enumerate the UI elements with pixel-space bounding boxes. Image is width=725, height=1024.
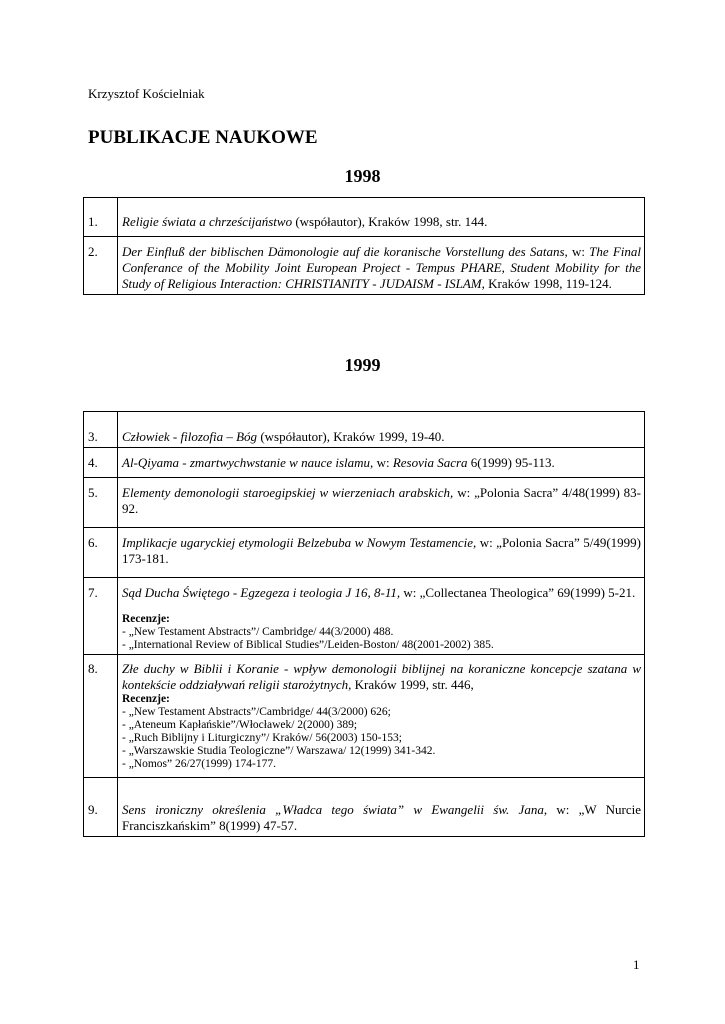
table-row	[84, 778, 645, 837]
review-item: - „Ateneum Kapłańskie”/Włocławek/ 2(2000) 389;	[122, 719, 358, 731]
entry-text	[118, 528, 645, 578]
entry-main	[122, 661, 641, 693]
entry-details: w: „Polonia Sacra” 4/48(1999) 83-92.	[122, 485, 641, 516]
entry-number: 3.	[84, 412, 118, 448]
review-item: - „International Review of Biblical Studies”/Leiden-Boston/ 48(2001-2002) 385.	[122, 639, 494, 651]
entry-connector: w:	[373, 455, 393, 470]
review-item: - „New Testament Abstracts”/Cambridge/ 44(3/2000) 626;	[122, 706, 391, 718]
entry-number: 2.	[84, 237, 118, 295]
entry-number: 8.	[84, 655, 118, 778]
entry-number: 7.	[84, 578, 118, 655]
entry-text	[118, 478, 645, 528]
entry-main	[122, 585, 641, 601]
year-heading-1999: 1999	[344, 355, 381, 375]
entry-number: 1.	[84, 198, 118, 237]
entry-text	[118, 778, 645, 837]
entry-text	[118, 578, 645, 655]
entry-title: Złe duchy w Biblii i Koranie - wpływ demonologii biblijnej na koraniczne koncepcje szatana w kontekście oddziaływań religii starożytnych,	[122, 661, 641, 692]
table-row	[84, 412, 645, 448]
entry-number: 6.	[84, 528, 118, 578]
publications-table-1999	[83, 411, 645, 837]
entry-connector: w:	[567, 244, 590, 259]
entry-details: 6(1999) 95-113.	[467, 455, 555, 470]
entry-title: Implikacje ugaryckiej etymologii Belzebuba w Nowym Testamencie,	[122, 535, 477, 550]
page-number: 1	[633, 957, 640, 972]
entry-text	[118, 448, 645, 478]
reviews-label: Recenzje:	[122, 613, 170, 625]
entry-details: Kraków 1998, 119-124.	[484, 276, 612, 291]
table-row	[84, 655, 645, 778]
entry-text	[118, 655, 645, 778]
review-item: - „Warszawskie Studia Teologiczne”/ Warszawa/ 12(1999) 341-342.	[122, 745, 436, 757]
table-row	[84, 478, 645, 528]
entry-title: Der Einfluß der biblischen Dämonologie auf die koranische Vorstellung des Satans,	[122, 244, 568, 259]
year-heading-1998: 1998	[344, 166, 381, 186]
author-name: Krzysztof Kościelniak	[88, 86, 205, 101]
entry-title: Sąd Ducha Świętego - Egzegeza i teologia J 16, 8-11,	[122, 585, 401, 600]
table-row	[84, 578, 645, 655]
entry-details: , w: „W Nurcie Franciszkańskim” 8(1999) 47-57.	[122, 802, 641, 833]
entry-text	[118, 237, 645, 295]
entry-details: Kraków 1999, str. 446,	[351, 677, 474, 692]
entry-title: Elementy demonologii staroegipskiej w wierzeniach arabskich,	[122, 485, 454, 500]
entry-title: Religie świata a chrześcijaństwo	[122, 214, 293, 229]
entry-text	[118, 198, 645, 237]
review-item: - „Ruch Biblijny i Liturgiczny”/ Kraków/ 56(2003) 150-153;	[122, 732, 402, 744]
entry-text	[118, 412, 645, 448]
reviews-label: Recenzje:	[122, 693, 170, 705]
table-row	[84, 237, 645, 295]
entry-number: 5.	[84, 478, 118, 528]
review-item: - „New Testament Abstracts”/ Cambridge/ 44(3/2000) 488.	[122, 626, 394, 638]
publications-table-1998	[83, 197, 645, 295]
table-row	[84, 198, 645, 237]
entry-title: Al-Qiyama - zmartwychwstanie w nauce islamu,	[122, 455, 374, 470]
entry-number: 4.	[84, 448, 118, 478]
entry-title: Człowiek - filozofia – Bóg	[122, 429, 258, 444]
entry-details: (współautor), Kraków 1999, 19-40.	[257, 429, 445, 444]
review-item: - „Nomos” 26/27(1999) 174-177.	[122, 758, 276, 770]
entry-source: The Final Conferance of the Mobility Joint European Project - Tempus PHARE, Student Mobility for the Study of Religious Interaction: CHRISTIANITY - JUDAISM - ISLAM,	[122, 244, 641, 291]
table-row	[84, 528, 645, 578]
entry-number: 9.	[84, 778, 118, 837]
page-title: PUBLIKACJE NAUKOWE	[88, 127, 318, 148]
table-row	[84, 448, 645, 478]
entry-source: Resovia Sacra	[392, 455, 468, 470]
entry-details: w: „Polonia Sacra” 5/49(1999) 173-181.	[122, 535, 642, 566]
entry-details: w: „Collectanea Theologica” 69(1999) 5-21.	[400, 585, 636, 600]
entry-details: (współautor), Kraków 1998, str. 144.	[292, 214, 488, 229]
entry-title: Sens ironiczny określenia „Władca tego świata” w Ewangelii św. Jana	[122, 802, 544, 817]
